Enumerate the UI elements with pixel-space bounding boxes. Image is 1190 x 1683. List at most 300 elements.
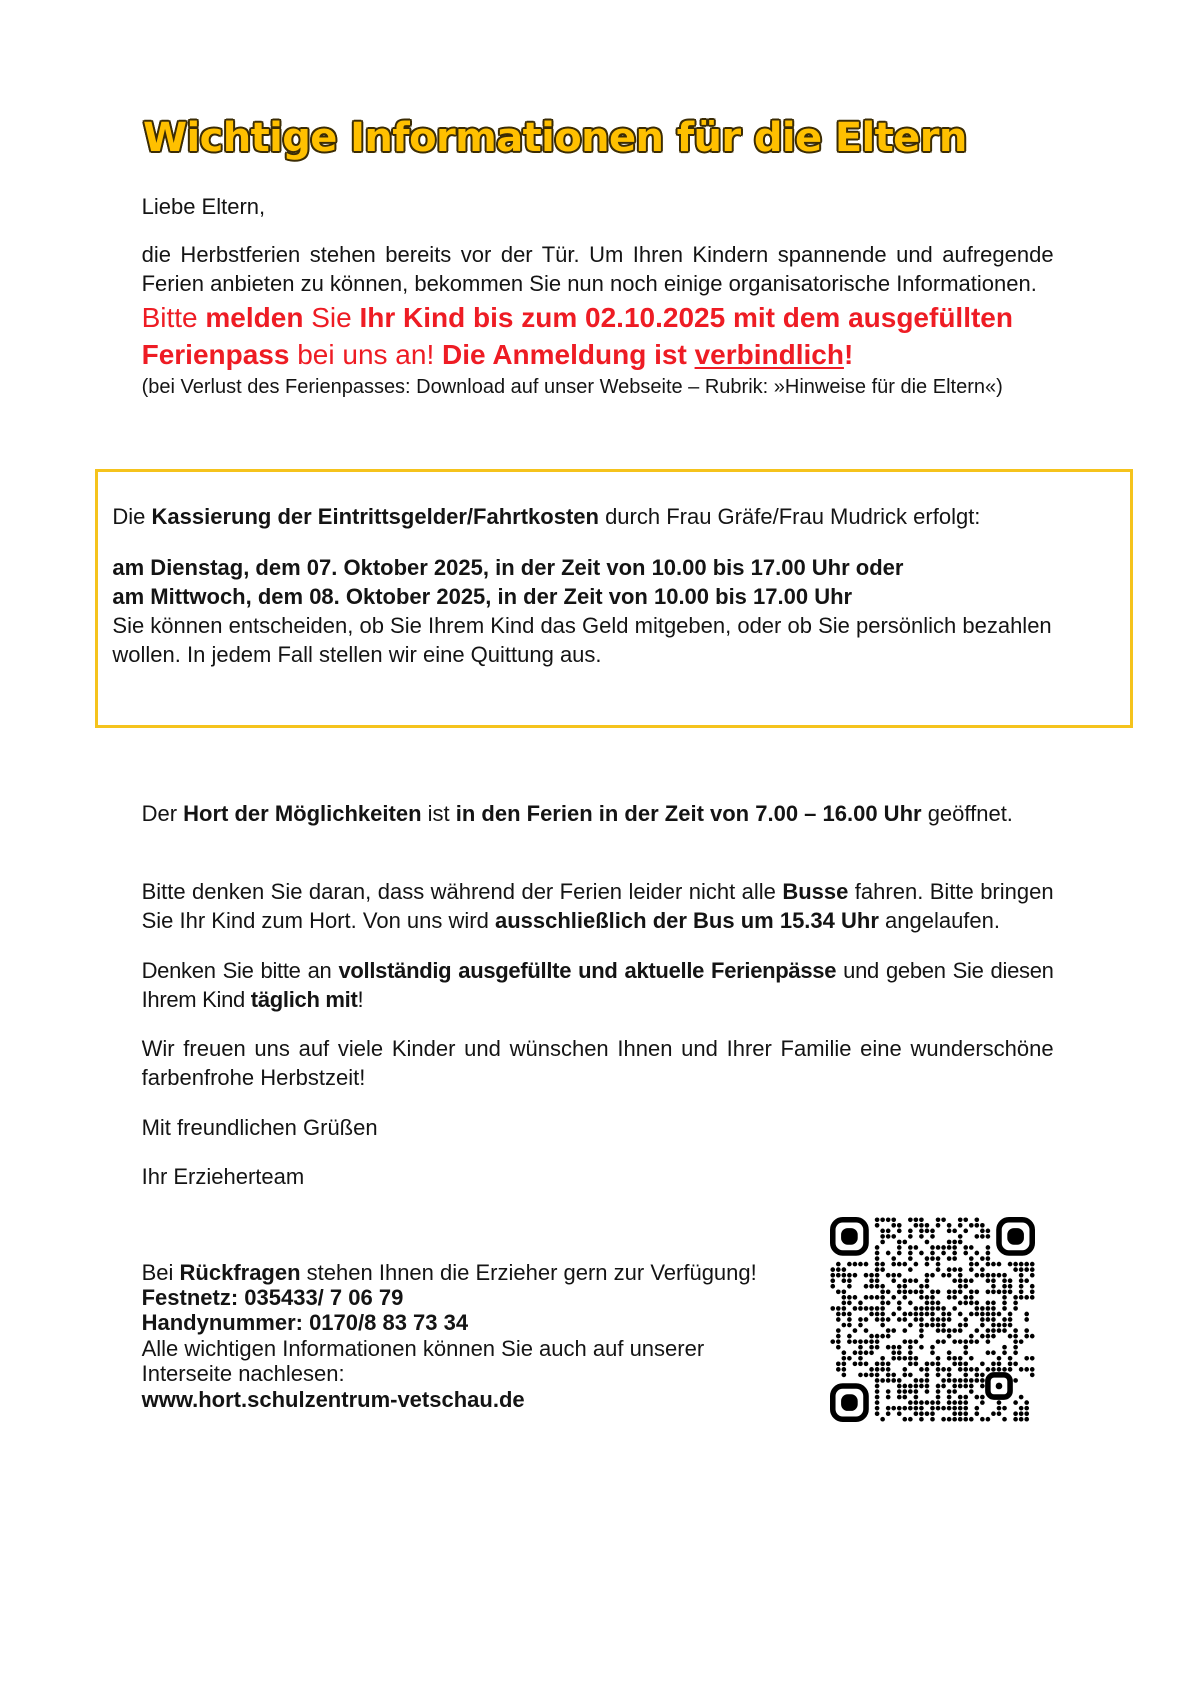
qr-module [880, 1234, 885, 1239]
qr-module [974, 1301, 979, 1306]
qr-module [958, 1328, 963, 1333]
qr-module [952, 1384, 957, 1389]
qr-module [1008, 1289, 1013, 1294]
qr-module [886, 1373, 891, 1378]
qr-module [991, 1306, 996, 1311]
qr-module [1019, 1278, 1024, 1283]
qr-module [875, 1373, 880, 1378]
qr-module [947, 1395, 952, 1400]
qr-module [947, 1229, 952, 1234]
qr-module [963, 1284, 968, 1289]
qr-module [842, 1312, 847, 1317]
qr-module [875, 1378, 880, 1383]
qr-module [936, 1356, 941, 1361]
qr-module [919, 1334, 924, 1339]
qr-module [847, 1262, 852, 1267]
qr-module [880, 1301, 885, 1306]
qr-module [1008, 1361, 1013, 1366]
qr-module [986, 1317, 991, 1322]
qr-module [986, 1328, 991, 1333]
qr-module [991, 1273, 996, 1278]
qr-module [875, 1278, 880, 1283]
qr-module [963, 1245, 968, 1250]
qr-module [930, 1406, 935, 1411]
qr-module [880, 1361, 885, 1366]
qr-module [963, 1345, 968, 1350]
qr-module [880, 1367, 885, 1372]
qr-module [974, 1312, 979, 1317]
qr-module [1024, 1317, 1029, 1322]
qr-module [930, 1400, 935, 1405]
qr-module [958, 1267, 963, 1272]
qr-module [886, 1234, 891, 1239]
qr-module [836, 1262, 841, 1267]
qr-module [952, 1411, 957, 1416]
qr-module [858, 1373, 863, 1378]
qr-module [930, 1301, 935, 1306]
qr-module [969, 1223, 974, 1228]
qr-module [1002, 1328, 1007, 1333]
qr-module [969, 1267, 974, 1272]
qr-module [925, 1284, 930, 1289]
qr-module [952, 1417, 957, 1422]
qr-module [947, 1334, 952, 1339]
qr-module [1030, 1356, 1035, 1361]
qr-module [947, 1289, 952, 1294]
qr-module [930, 1295, 935, 1300]
qr-module [986, 1251, 991, 1256]
qr-module [936, 1367, 941, 1372]
qr-module [897, 1384, 902, 1389]
qr-module [952, 1289, 957, 1294]
qr-module [936, 1317, 941, 1322]
qr-module [1002, 1350, 1007, 1355]
qr-module [830, 1278, 835, 1283]
qr-module [891, 1234, 896, 1239]
qr-module [958, 1417, 963, 1422]
qr-module [836, 1367, 841, 1372]
page-title: Wichtige Informationen für die Eltern [143, 115, 967, 161]
qr-module [952, 1356, 957, 1361]
qr-module [886, 1301, 891, 1306]
qr-module [947, 1295, 952, 1300]
qr-module [914, 1289, 919, 1294]
qr-module [1024, 1267, 1029, 1272]
qr-module [897, 1240, 902, 1245]
qr-module [914, 1400, 919, 1405]
qr-module [858, 1345, 863, 1350]
qr-module [997, 1406, 1002, 1411]
qr-module [947, 1245, 952, 1250]
qr-module [886, 1229, 891, 1234]
qr-module [980, 1400, 985, 1405]
qr-module [897, 1317, 902, 1322]
qr-module [936, 1384, 941, 1389]
qr-module [847, 1323, 852, 1328]
qr-module [986, 1367, 991, 1372]
qr-module [864, 1273, 869, 1278]
qr-module [919, 1378, 924, 1383]
qr-module [864, 1350, 869, 1355]
qr-module [897, 1245, 902, 1250]
qr-module [886, 1367, 891, 1372]
qr-module [919, 1323, 924, 1328]
qr-module [941, 1367, 946, 1372]
qr-module [930, 1411, 935, 1416]
qr-module [1008, 1367, 1013, 1372]
qr-finder-center [1007, 1228, 1024, 1245]
qr-module [914, 1389, 919, 1394]
qr-module [1013, 1417, 1018, 1422]
qr-module [1013, 1339, 1018, 1344]
qr-module [875, 1411, 880, 1416]
qr-module [980, 1378, 985, 1383]
qr-module [997, 1328, 1002, 1333]
qr-module [1013, 1378, 1018, 1383]
qr-module [991, 1350, 996, 1355]
registration-binding-word: verbindlich [694, 339, 844, 371]
qr-module [897, 1306, 902, 1311]
bus-run-bold: Busse [782, 879, 849, 905]
qr-module [1019, 1411, 1024, 1416]
qr-module [1013, 1301, 1018, 1306]
qr-module [891, 1406, 896, 1411]
qr-module [853, 1306, 858, 1311]
qr-module [902, 1356, 907, 1361]
qr-module [891, 1295, 896, 1300]
qr-module [1002, 1417, 1007, 1422]
qr-module [891, 1256, 896, 1261]
qr-module [925, 1256, 930, 1261]
qr-module [836, 1334, 841, 1339]
qr-module [1019, 1395, 1024, 1400]
qr-module [1019, 1339, 1024, 1344]
qr-module [1024, 1367, 1029, 1372]
qr-module [941, 1217, 946, 1222]
signature: Ihr Erzieherteam [141, 1164, 305, 1189]
qr-module [941, 1384, 946, 1389]
qr-module [936, 1395, 941, 1400]
qr-module [947, 1389, 952, 1394]
qr-module [969, 1245, 974, 1250]
qr-module [958, 1356, 963, 1361]
registration-run: bei uns an! [289, 339, 443, 371]
qr-module [952, 1295, 957, 1300]
qr-module [847, 1278, 852, 1283]
qr-module [997, 1400, 1002, 1405]
qr-module [1008, 1334, 1013, 1339]
qr-module [914, 1395, 919, 1400]
qr-module [958, 1312, 963, 1317]
qr-module [875, 1306, 880, 1311]
qr-module [891, 1378, 896, 1383]
qr-module [853, 1328, 858, 1333]
qr-module [853, 1339, 858, 1344]
qr-module [914, 1317, 919, 1322]
qr-module [969, 1301, 974, 1306]
qr-module [875, 1361, 880, 1366]
qr-module [897, 1273, 902, 1278]
qr-module [908, 1339, 913, 1344]
qr-module [908, 1417, 913, 1422]
qr-module [902, 1367, 907, 1372]
qr-module [963, 1323, 968, 1328]
qr-module [897, 1284, 902, 1289]
qr-module [963, 1384, 968, 1389]
qr-module [958, 1289, 963, 1294]
qr-module [991, 1323, 996, 1328]
qr-module [936, 1400, 941, 1405]
qr-module [986, 1417, 991, 1422]
qr-module [847, 1273, 852, 1278]
qr-module [880, 1262, 885, 1267]
qr-module [858, 1262, 863, 1267]
qr-module [958, 1339, 963, 1344]
qr-module [919, 1312, 924, 1317]
qr-module [986, 1312, 991, 1317]
qr-module [941, 1312, 946, 1317]
qr-module [930, 1245, 935, 1250]
qr-module [902, 1284, 907, 1289]
qr-module [886, 1345, 891, 1350]
qr-module [864, 1317, 869, 1322]
qr-module [941, 1306, 946, 1311]
qr-module [958, 1301, 963, 1306]
qr-module [936, 1217, 941, 1222]
qr-module [952, 1361, 957, 1366]
qr-module [891, 1356, 896, 1361]
qr-module [1013, 1400, 1018, 1405]
qr-module [919, 1289, 924, 1294]
qr-module [880, 1229, 885, 1234]
qr-module [941, 1378, 946, 1383]
opening-hours [142, 799, 1054, 828]
qr-module [925, 1361, 930, 1366]
qr-module [880, 1323, 885, 1328]
qr-module [969, 1289, 974, 1294]
qr-module [980, 1373, 985, 1378]
qr-module [947, 1256, 952, 1261]
qr-module [986, 1301, 991, 1306]
qr-module [969, 1367, 974, 1372]
qr-module [858, 1356, 863, 1361]
qr-module [986, 1234, 991, 1239]
qr-module [986, 1256, 991, 1261]
qr-module [864, 1361, 869, 1366]
qr-module [1002, 1301, 1007, 1306]
qr-module [914, 1306, 919, 1311]
qr-module [958, 1378, 963, 1383]
qr-module [886, 1328, 891, 1333]
qr-module [991, 1278, 996, 1283]
qr-module [963, 1217, 968, 1222]
qr-module [974, 1289, 979, 1294]
qr-module [1002, 1406, 1007, 1411]
qr-module [925, 1306, 930, 1311]
qr-module [1008, 1284, 1013, 1289]
qr-module [853, 1295, 858, 1300]
qr-module [908, 1229, 913, 1234]
qr-module [1019, 1406, 1024, 1411]
qr-module [902, 1240, 907, 1245]
qr-module [858, 1317, 863, 1322]
qr-module [925, 1378, 930, 1383]
qr-module [902, 1384, 907, 1389]
qr-module [891, 1350, 896, 1355]
qr-module [969, 1295, 974, 1300]
qr-module [1030, 1367, 1035, 1372]
qr-module [980, 1234, 985, 1239]
payment-intro-run: Die [112, 504, 152, 530]
qr-module [847, 1284, 852, 1289]
qr-module [908, 1289, 913, 1294]
qr-module [1008, 1317, 1013, 1322]
qr-module [902, 1312, 907, 1317]
qr-module [830, 1339, 835, 1344]
qr-module [869, 1306, 874, 1311]
qr-module [847, 1334, 852, 1339]
qr-module [991, 1301, 996, 1306]
qr-module [1013, 1411, 1018, 1416]
qr-module [963, 1367, 968, 1372]
qr-module [1019, 1262, 1024, 1267]
qr-module [914, 1361, 919, 1366]
qr-module [947, 1273, 952, 1278]
qr-module [980, 1395, 985, 1400]
qr-module [1019, 1267, 1024, 1272]
qr-module [908, 1251, 913, 1256]
qr-module [958, 1367, 963, 1372]
qr-module [925, 1411, 930, 1416]
qr-module [980, 1384, 985, 1389]
qr-module [1013, 1328, 1018, 1333]
qr-module [914, 1406, 919, 1411]
qr-module [947, 1378, 952, 1383]
qr-module [980, 1267, 985, 1272]
qr-module [842, 1323, 847, 1328]
qr-module [842, 1306, 847, 1311]
qr-module [830, 1273, 835, 1278]
qr-module [941, 1406, 946, 1411]
qr-module [986, 1278, 991, 1283]
qr-module [980, 1312, 985, 1317]
qr-module [842, 1356, 847, 1361]
qr-module [853, 1350, 858, 1355]
qr-module [908, 1345, 913, 1350]
qr-module [869, 1273, 874, 1278]
qr-module [969, 1384, 974, 1389]
qr-module [836, 1345, 841, 1350]
qr-module [925, 1295, 930, 1300]
qr-module [875, 1395, 880, 1400]
qr-module [963, 1395, 968, 1400]
qr-module [947, 1267, 952, 1272]
qr-module [897, 1289, 902, 1294]
qr-module [963, 1295, 968, 1300]
qr-module [1024, 1411, 1029, 1416]
qr-module [974, 1367, 979, 1372]
qr-code-icon [830, 1217, 1035, 1422]
qr-module [875, 1389, 880, 1394]
qr-module [963, 1417, 968, 1422]
qr-module [886, 1273, 891, 1278]
qr-module [925, 1373, 930, 1378]
qr-module [842, 1301, 847, 1306]
contact-run-bold: Rückfragen [179, 1259, 301, 1285]
qr-module [902, 1278, 907, 1283]
qr-module [952, 1251, 957, 1256]
qr-module [869, 1350, 874, 1355]
registration-run-bold: Die Anmeldung ist [442, 339, 695, 371]
qr-module [958, 1406, 963, 1411]
qr-module [880, 1284, 885, 1289]
qr-module [919, 1284, 924, 1289]
qr-module [974, 1223, 979, 1228]
registration-run: Sie [303, 301, 360, 333]
qr-module [952, 1278, 957, 1283]
qr-module [991, 1411, 996, 1416]
qr-module [930, 1417, 935, 1422]
contact-run: Bei [141, 1259, 180, 1285]
qr-module [902, 1389, 907, 1394]
qr-module [919, 1251, 924, 1256]
qr-module [936, 1328, 941, 1333]
qr-module [925, 1223, 930, 1228]
qr-module [880, 1312, 885, 1317]
qr-module [997, 1411, 1002, 1416]
qr-module [936, 1339, 941, 1344]
qr-module [897, 1411, 902, 1416]
qr-module [891, 1262, 896, 1267]
qr-module [880, 1217, 885, 1222]
qr-module [930, 1317, 935, 1322]
qr-module [880, 1289, 885, 1294]
qr-module [842, 1373, 847, 1378]
qr-module [1030, 1289, 1035, 1294]
qr-module [925, 1229, 930, 1234]
qr-module [963, 1406, 968, 1411]
qr-module [991, 1361, 996, 1366]
qr-module [908, 1234, 913, 1239]
qr-module [886, 1334, 891, 1339]
qr-module [908, 1278, 913, 1283]
website-link[interactable]: www.hort.schulzentrum-vetschau.de [141, 1386, 525, 1412]
qr-module [1024, 1278, 1029, 1283]
qr-module [1024, 1295, 1029, 1300]
mobile-number: Handynummer: 0170/8 83 73 34 [141, 1310, 469, 1336]
qr-module [886, 1395, 891, 1400]
qr-module [963, 1350, 968, 1355]
qr-module [974, 1406, 979, 1411]
qr-module [902, 1373, 907, 1378]
qr-module [1002, 1306, 1007, 1311]
qr-module [836, 1306, 841, 1311]
qr-module [842, 1350, 847, 1355]
qr-module [997, 1289, 1002, 1294]
qr-module [880, 1295, 885, 1300]
qr-module [864, 1373, 869, 1378]
qr-module [980, 1417, 985, 1422]
qr-module [963, 1229, 968, 1234]
qr-module [958, 1411, 963, 1416]
qr-module [980, 1317, 985, 1322]
registration-run-bold: ! [843, 339, 854, 371]
qr-module [875, 1384, 880, 1389]
qr-module [836, 1328, 841, 1333]
qr-module [897, 1389, 902, 1394]
ferienpass-run-bold: täglich mit [250, 986, 358, 1012]
qr-module [936, 1256, 941, 1261]
